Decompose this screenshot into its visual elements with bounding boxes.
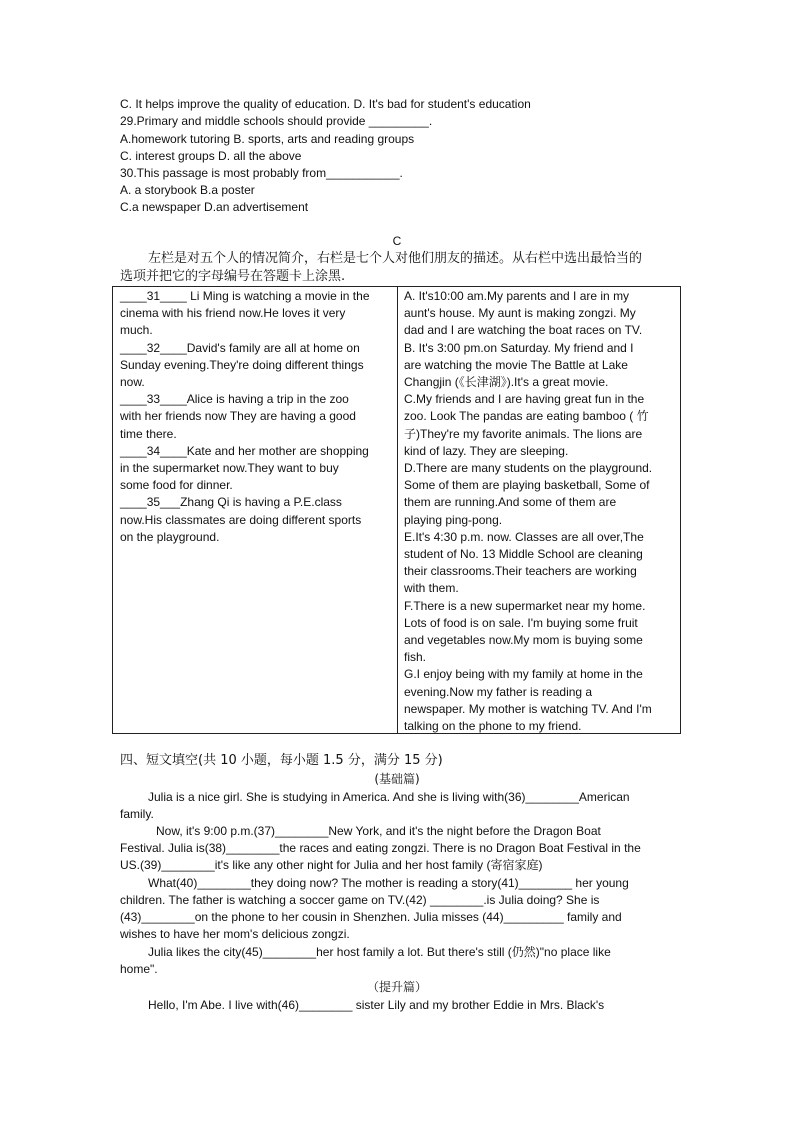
section-c-letter: C	[392, 234, 402, 248]
advanced-label: （提升篇）	[366, 980, 427, 994]
left-column-line: Sunday evening.They're doing different things	[120, 357, 364, 372]
right-column-line: F.There is a new supermarket near my home.	[404, 598, 646, 613]
right-column-line: with them.	[404, 581, 459, 596]
right-column-line: them are running.And some of them are	[404, 495, 617, 510]
question-29: 29.Primary and middle schools should provide _________.	[120, 114, 433, 128]
right-column-line: dad and I are watching the boat races on TV.	[404, 323, 643, 338]
passage-line-10: Julia likes the city(45)________her host family a lot. But there's still (仍然)"no place like	[148, 945, 611, 959]
section-c-instruction-1: 左栏是对五个人的情况简介，右栏是七个人对他们朋友的描述。从右栏中选出最恰当的	[148, 251, 643, 266]
left-column-line: ____31____ Li Ming is watching a movie in the	[120, 289, 370, 303]
passage-line-5: US.(39)________it's like any other night for Julia and her host family (寄宿家庭)	[120, 858, 543, 872]
passage-line-4: Festival. Julia is(38)________the races and eating zongzi. There is no Dragon Boat Festival in the	[120, 841, 641, 855]
options-30-cd: C.a newspaper D.an advertisement	[120, 200, 309, 214]
right-column-line: aunt's house. My aunt is making zongzi. My	[404, 306, 636, 321]
right-column-line: evening.Now my father is reading a	[404, 684, 593, 699]
passage-line-7: children. The father is watching a soccer game on TV.(42) ________.is Julia doing? She is	[120, 893, 600, 907]
passage-line-11: home".	[120, 962, 158, 976]
options-29-ab: A.homework tutoring B. sports, arts and reading groups	[120, 132, 415, 146]
right-column-line: Some of them are playing basketball, Some of	[404, 478, 650, 493]
passage-line-3: Now, it's 9:00 p.m.(37)________New York, and it's the night before the Dragon Boat	[156, 824, 601, 838]
left-column-line: on the playground.	[120, 529, 220, 544]
left-column-line: some food for dinner.	[120, 478, 233, 493]
right-column-line: G.I enjoy being with my family at home in the	[404, 667, 643, 682]
right-column-line: Lots of food is on sale. I'm buying some fruit	[404, 615, 638, 630]
right-column-line: talking on the phone to my friend.	[404, 719, 582, 733]
right-column-line: 子)They're my favorite animals. The lions are	[404, 426, 643, 441]
option-line-cd: C. It helps improve the quality of education. D. It's bad for student's education	[120, 97, 531, 111]
passage-line-8: (43)________on the phone to her cousin in Shenzhen. Julia misses (44)_________ family and	[120, 910, 622, 924]
left-column-line: ____34____Kate and her mother are shopping	[120, 443, 369, 458]
left-column-line: much.	[120, 323, 153, 338]
section-c-instruction-2: 选项并把它的字母编号在答题卡上涂黑.	[120, 269, 346, 284]
right-column-line: newspaper. My mother is watching TV. And I'm	[404, 701, 652, 716]
left-column-line: now.His classmates are doing different sports	[120, 512, 362, 527]
right-column-line: and vegetables now.My mom is buying some	[404, 633, 643, 647]
left-column-line: with her friends now They are having a good	[120, 409, 356, 424]
right-column-line: their classrooms.Their teachers are working	[404, 564, 637, 579]
left-column-line: ____35___Zhang Qi is having a P.E.class	[120, 495, 342, 510]
left-column-line: now.	[120, 375, 145, 389]
right-column-line: Changjin (《长津湖》).It's a great movie.	[404, 375, 609, 389]
left-column-line: in the supermarket now.They want to buy	[120, 461, 339, 475]
passage-line-1: Julia is a nice girl. She is studying in America. And she is living with(36)________American	[148, 790, 630, 804]
right-column-line: playing ping-pong.	[404, 512, 503, 527]
right-column-line: C.My friends and I are having great fun in the	[404, 392, 645, 407]
options-30-ab: A. a storybook B.a poster	[120, 183, 255, 197]
left-column-line: cinema with his friend now.He loves it very	[120, 306, 346, 321]
right-column-line: student of No. 13 Middle School are cleaning	[404, 547, 643, 561]
question-30: 30.This passage is most probably from___________.	[120, 166, 403, 180]
right-column-line: fish.	[404, 650, 427, 665]
left-column-line: ____32____David's family are all at home on	[120, 340, 360, 355]
right-column-line: D.There are many students on the playground.	[404, 461, 653, 475]
section-4-heading: 四、短文填空(共 10 小题，每小题 1.5 分，满分 15 分)	[120, 753, 443, 768]
passage-line-2: family.	[120, 807, 154, 821]
basic-label: (基础篇)	[374, 772, 420, 786]
left-column-line: ____33____Alice is having a trip in the zoo	[120, 392, 349, 407]
right-column-line: B. It's 3:00 pm.on Saturday. My friend and I	[404, 340, 634, 355]
right-column-line: zoo. Look The pandas are eating bamboo ( 竹	[404, 409, 649, 424]
options-29-cd: C. interest groups D. all the above	[120, 149, 302, 163]
right-column-line: are watching the movie The Battle at Lake	[404, 357, 628, 372]
advanced-line-1: Hello, I'm Abe. I live with(46)________ sister Lily and my brother Eddie in Mrs. Black's	[148, 998, 605, 1012]
right-column-line: A. It's10:00 am.My parents and I are in my	[404, 289, 630, 303]
passage-line-9: wishes to have her mom's delicious zongzi.	[120, 927, 350, 941]
right-column-line: kind of lazy. They are sleeping.	[404, 443, 569, 458]
left-column-line: time there.	[120, 426, 177, 441]
passage-line-6: What(40)________they doing now? The mother is reading a story(41)________ her young	[148, 876, 629, 890]
right-column-line: E.It's 4:30 p.m. now. Classes are all over,The	[404, 529, 644, 544]
